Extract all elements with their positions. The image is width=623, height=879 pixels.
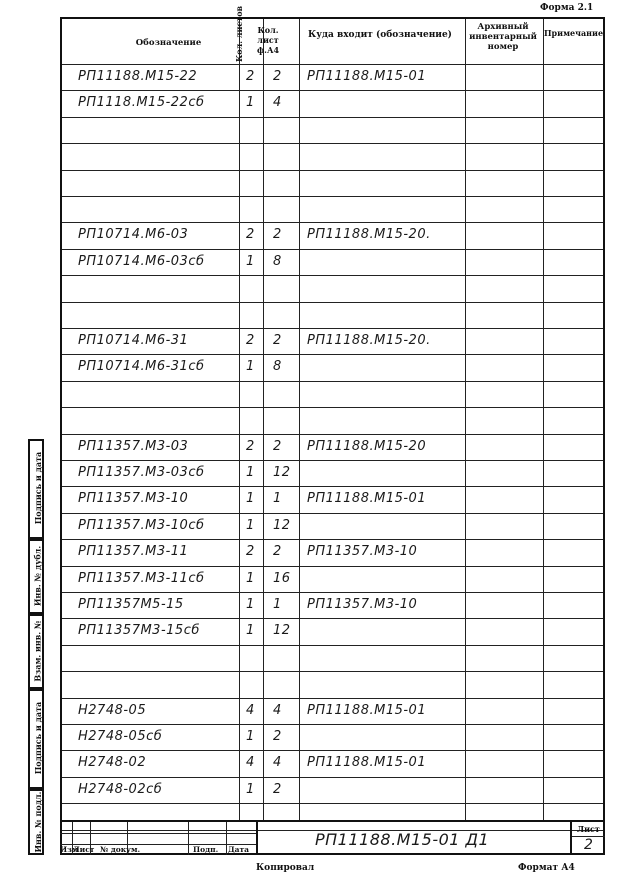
sheet-box <box>570 822 605 855</box>
column-divider <box>543 19 544 820</box>
row-divider <box>62 249 603 250</box>
cell-designation: РП10714.М6-03сб <box>78 253 205 269</box>
cell-sheets: 1 <box>246 623 255 639</box>
row-divider <box>62 724 603 725</box>
title-block <box>60 820 605 857</box>
cell-designation: РП11357М5-15 <box>78 597 184 612</box>
row-divider <box>62 302 603 303</box>
cell-sheets: 1 <box>246 253 255 269</box>
row-divider <box>62 618 603 619</box>
cell-sheets-a4: 2 <box>273 333 282 348</box>
footer-format: Формат А4 <box>518 863 575 873</box>
cell-sheets: 1 <box>246 570 255 586</box>
cell-where-used: РП11357.М3-10 <box>307 544 418 560</box>
row-divider <box>62 539 603 540</box>
cell-sheets: 4 <box>246 755 255 771</box>
cell-designation: Н2748-02 <box>78 755 147 771</box>
row-divider <box>62 117 603 118</box>
cell-designation: РП11357.М3-03сб <box>78 465 205 480</box>
header-where-used: Куда входит (обозначение) <box>308 30 452 40</box>
cell-where-used: РП11188.М15-20. <box>307 333 431 348</box>
side-stamp-label: Взам. инв. № <box>32 620 43 682</box>
row-divider <box>62 90 603 91</box>
cell-sheets-a4: 2 <box>273 781 282 797</box>
cell-sheets-a4: 2 <box>273 544 282 560</box>
cell-where-used: РП11188.М15-01 <box>307 755 427 771</box>
header-sheet-count: Кол. листов <box>234 5 244 62</box>
row-divider <box>62 275 603 276</box>
cell-sheets-a4: 2 <box>273 69 282 84</box>
cell-sheets: 2 <box>246 69 255 84</box>
title-block-changes <box>60 822 258 855</box>
side-stamp-label: Инв. № подл. <box>33 791 43 853</box>
cell-designation: РП11357.М3-11 <box>78 544 189 560</box>
document-number: РП11188.М15-01 Д1 <box>315 830 490 849</box>
cell-sheets-a4: 2 <box>273 729 282 744</box>
row-divider <box>62 750 603 751</box>
side-stamp-label: Подпись и дата <box>33 701 43 775</box>
row-divider <box>62 592 603 593</box>
row-divider <box>62 381 603 382</box>
side-stamp-label: Инв. № дубл. <box>32 545 43 607</box>
column-divider <box>465 19 466 820</box>
cell-sheets-a4: 12 <box>273 517 291 533</box>
col-date: Дата <box>228 845 250 854</box>
cell-sheets-a4: 1 <box>273 491 282 507</box>
side-stamp-replace-inv <box>28 614 44 689</box>
cell-sheets-a4: 12 <box>273 465 291 480</box>
cell-sheets: 1 <box>246 781 255 797</box>
sheet-number: 2 <box>584 837 594 853</box>
cell-sheets-a4: 2 <box>273 227 282 243</box>
column-divider <box>263 19 264 820</box>
cell-where-used: РП11188.М15-01 <box>307 491 427 507</box>
cell-sheets: 4 <box>246 702 255 718</box>
row-divider <box>62 143 603 144</box>
cell-designation: РП11357.М3-10 <box>78 491 189 507</box>
side-stamp-dup-inv <box>28 539 44 614</box>
cell-where-used: РП11357.М3-10 <box>307 597 418 612</box>
cell-sheets-a4: 4 <box>273 755 282 771</box>
cell-sheets: 1 <box>246 465 255 480</box>
row-divider <box>62 328 603 329</box>
col-sheet: Лист <box>73 845 95 854</box>
cell-designation: РП11357.М3-03 <box>78 438 189 454</box>
cell-sheets-a4: 8 <box>273 253 282 269</box>
cell-designation: РП10714.М6-31 <box>78 333 189 348</box>
side-stamp-label: Подпись и дата <box>33 451 43 525</box>
cell-designation: РП10714.М6-03 <box>78 227 189 243</box>
cell-designation: Н2748-05 <box>78 702 147 718</box>
column-divider <box>299 19 300 820</box>
row-divider <box>62 803 603 804</box>
cell-sheets-a4: 1 <box>273 597 282 612</box>
row-divider <box>62 196 603 197</box>
cell-designation: РП11357М3-15сб <box>78 623 200 639</box>
row-divider <box>62 645 603 646</box>
cell-designation: Н2748-05сб <box>78 729 163 744</box>
cell-where-used: РП11188.М15-01 <box>307 702 427 718</box>
cell-sheets-a4: 4 <box>273 95 282 111</box>
footer-copied: Копировал <box>256 863 315 873</box>
col-doc-number: № докум. <box>100 845 141 854</box>
row-divider <box>62 513 603 514</box>
cell-designation: Н2748-02сб <box>78 781 163 797</box>
cell-designation: РП11188.М15-22 <box>78 69 198 84</box>
cell-sheets: 1 <box>246 729 255 744</box>
side-stamp-signature-date-1 <box>28 439 44 539</box>
cell-sheets: 1 <box>246 517 255 533</box>
row-divider <box>62 354 603 355</box>
cell-designation: РП11357.М3-11сб <box>78 570 205 586</box>
side-stamp-original-inv <box>28 789 44 855</box>
cell-where-used: РП11188.М15-20. <box>307 227 431 243</box>
cell-designation: РП1118.М15-22сб <box>78 95 205 111</box>
row-divider <box>62 566 603 567</box>
cell-sheets: 2 <box>246 227 255 243</box>
header-sheet-count-a4: Кол. лист ф.А4 <box>256 25 280 55</box>
cell-where-used: РП11188.М15-20 <box>307 438 427 454</box>
cell-sheets: 2 <box>246 544 255 560</box>
form-label: Форма 2.1 <box>540 3 594 13</box>
cell-sheets: 1 <box>246 491 255 507</box>
row-divider <box>62 222 603 223</box>
cell-sheets-a4: 12 <box>273 623 291 639</box>
row-divider <box>62 460 603 461</box>
header-archive-number: Архивный инвентарный номер <box>469 22 537 52</box>
cell-designation: РП11357.М3-10сб <box>78 517 205 533</box>
cell-where-used: РП11188.М15-01 <box>307 69 427 84</box>
side-stamp-signature-date-2 <box>28 689 44 789</box>
row-divider <box>62 486 603 487</box>
cell-sheets: 1 <box>246 597 255 612</box>
sheet-label: Лист <box>577 824 600 834</box>
header-designation: Обозначение <box>135 38 202 48</box>
header-note: Примечание <box>544 28 604 38</box>
row-divider <box>62 671 603 672</box>
row-divider <box>62 434 603 435</box>
cell-sheets: 2 <box>246 438 255 454</box>
cell-sheets-a4: 16 <box>273 570 291 586</box>
row-divider <box>62 407 603 408</box>
cell-sheets: 1 <box>246 95 255 111</box>
cell-sheets-a4: 2 <box>273 438 282 454</box>
cell-sheets: 1 <box>246 359 255 375</box>
cell-sheets-a4: 4 <box>273 702 282 718</box>
cell-sheets: 2 <box>246 333 255 348</box>
row-divider <box>62 64 603 65</box>
row-divider <box>62 170 603 171</box>
row-divider <box>62 777 603 778</box>
col-change: Изм <box>60 845 79 854</box>
col-signature: Подп. <box>193 845 219 854</box>
row-divider <box>62 698 603 699</box>
cell-designation: РП10714.М6-31сб <box>78 359 205 375</box>
cell-sheets-a4: 8 <box>273 359 282 375</box>
column-divider <box>239 19 240 820</box>
